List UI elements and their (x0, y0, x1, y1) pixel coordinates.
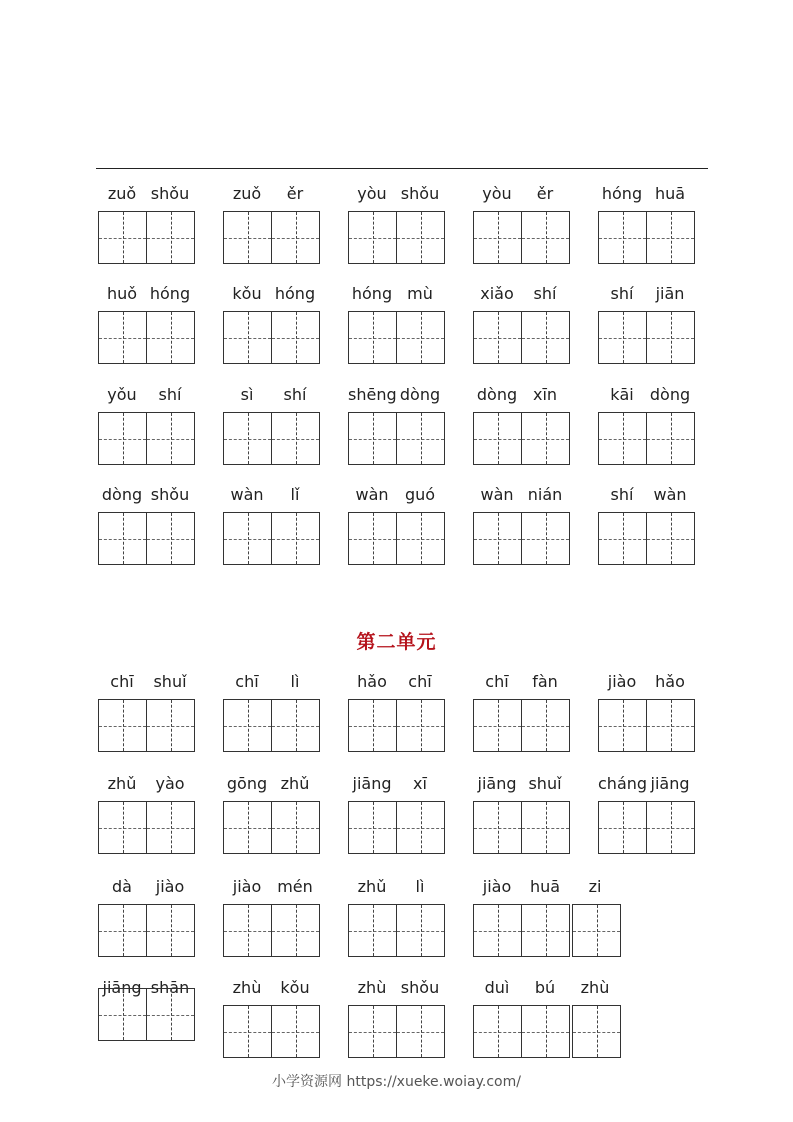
writing-cell[interactable] (473, 211, 522, 264)
writing-cell[interactable] (223, 211, 272, 264)
pinyin-syllable: chī (235, 672, 259, 691)
guide-line-horizontal (99, 338, 146, 339)
pinyin-syllable: hǎo (357, 672, 387, 691)
writing-cell[interactable] (223, 699, 272, 752)
writing-cell[interactable] (397, 211, 445, 264)
tian-zi-ge-grid[interactable] (98, 311, 195, 364)
pinyin-syllable: jiāng (102, 978, 142, 997)
writing-cell[interactable] (348, 512, 397, 565)
writing-cell[interactable] (98, 311, 147, 364)
pinyin-syllable: dòng (101, 485, 143, 504)
guide-line-horizontal (522, 1032, 569, 1033)
pinyin-syllable: hóng (351, 284, 393, 303)
tian-zi-ge-grid[interactable] (98, 512, 195, 565)
guide-line-horizontal (99, 238, 146, 239)
guide-line-horizontal (599, 238, 646, 239)
tian-zi-ge-grid[interactable] (348, 1005, 445, 1058)
pinyin-syllable: lǐ (290, 485, 300, 504)
tian-zi-ge-grid[interactable] (223, 412, 320, 465)
writing-cell[interactable] (522, 801, 570, 854)
pinyin-syllable: shí (610, 284, 634, 303)
pinyin-syllable: gōng (226, 774, 268, 793)
writing-cell[interactable] (348, 211, 397, 264)
tian-zi-ge-grid[interactable] (348, 512, 445, 565)
guide-line-horizontal (397, 439, 444, 440)
guide-line-horizontal (349, 726, 396, 727)
writing-cell[interactable] (98, 988, 147, 1041)
guide-line-horizontal (272, 338, 319, 339)
pinyin-syllable: cháng (598, 774, 648, 793)
writing-cell[interactable] (598, 699, 647, 752)
pinyin-syllable: yòu (357, 184, 387, 203)
writing-cell[interactable] (223, 311, 272, 364)
footer-watermark: 小学资源网 https://xueke.woiay.com/ (272, 1074, 521, 1090)
guide-line-horizontal (272, 539, 319, 540)
writing-cell[interactable] (98, 512, 147, 565)
guide-line-horizontal (272, 726, 319, 727)
writing-cell[interactable] (647, 311, 695, 364)
guide-line-horizontal (599, 539, 646, 540)
writing-cell[interactable] (598, 211, 647, 264)
guide-line-horizontal (522, 931, 569, 932)
pinyin-syllable: chī (110, 672, 134, 691)
pinyin-syllable: yòu (482, 184, 512, 203)
pinyin-syllable: shān (150, 978, 190, 997)
pinyin-syllable: shí (158, 385, 182, 404)
guide-line-horizontal (474, 931, 521, 932)
writing-cell[interactable] (348, 311, 397, 364)
pinyin-syllable: zhǔ (280, 774, 310, 793)
writing-cell[interactable] (598, 412, 647, 465)
guide-line-horizontal (99, 828, 146, 829)
writing-cell[interactable] (348, 1005, 397, 1058)
pinyin-syllable: sì (240, 385, 254, 404)
pinyin-syllable: jiào (155, 877, 185, 896)
pinyin-syllable: shǒu (150, 184, 190, 203)
header-rule (96, 168, 708, 169)
guide-line-horizontal (474, 726, 521, 727)
pinyin-syllable: hóng (274, 284, 316, 303)
guide-line-horizontal (397, 1032, 444, 1033)
pinyin-syllable: shí (610, 485, 634, 504)
writing-cell[interactable] (147, 211, 195, 264)
guide-line-horizontal (522, 338, 569, 339)
pinyin-syllable: shuǐ (528, 774, 562, 793)
tian-zi-ge-grid[interactable] (473, 1005, 621, 1058)
pinyin-syllable: xī (413, 774, 427, 793)
guide-line-horizontal (522, 539, 569, 540)
tian-zi-ge-grid[interactable] (223, 1005, 320, 1058)
tian-zi-ge-grid[interactable] (223, 801, 320, 854)
guide-line-horizontal (99, 1015, 146, 1016)
pinyin-syllable: duì (484, 978, 510, 997)
pinyin-syllable: shí (533, 284, 557, 303)
tian-zi-ge-grid[interactable] (223, 699, 320, 752)
pinyin-syllable: huā (654, 184, 686, 203)
pinyin-syllable: jiāng (352, 774, 392, 793)
pinyin-syllable: dòng (649, 385, 691, 404)
guide-line-horizontal (647, 539, 694, 540)
writing-cell[interactable] (223, 904, 272, 957)
guide-line-horizontal (647, 726, 694, 727)
pinyin-syllable: shǒu (150, 485, 190, 504)
pinyin-syllable: yào (155, 774, 185, 793)
guide-line-horizontal (522, 828, 569, 829)
pinyin-syllable: jiào (482, 877, 512, 896)
pinyin-syllable: jiāng (477, 774, 517, 793)
pinyin-syllable: bú (534, 978, 556, 997)
pinyin-syllable: jiào (232, 877, 262, 896)
pinyin-syllable: xiǎo (480, 284, 514, 303)
writing-cell[interactable] (98, 699, 147, 752)
guide-line-horizontal (474, 238, 521, 239)
guide-line-horizontal (397, 726, 444, 727)
pinyin-syllable: zhǔ (357, 877, 387, 896)
pinyin-syllable: chī (408, 672, 432, 691)
writing-cell[interactable] (473, 801, 522, 854)
tian-zi-ge-grid[interactable] (473, 412, 570, 465)
pinyin-syllable: shí (283, 385, 307, 404)
tian-zi-ge-grid[interactable] (348, 699, 445, 752)
guide-line-horizontal (349, 338, 396, 339)
guide-line-horizontal (272, 828, 319, 829)
writing-cell[interactable] (522, 412, 570, 465)
guide-line-horizontal (272, 238, 319, 239)
pinyin-syllable: ěr (286, 184, 304, 203)
writing-cell[interactable] (98, 904, 147, 957)
writing-cell[interactable] (647, 211, 695, 264)
writing-cell[interactable] (147, 699, 195, 752)
guide-line-horizontal (474, 828, 521, 829)
tian-zi-ge-grid[interactable] (348, 311, 445, 364)
pinyin-syllable: shǒu (400, 978, 440, 997)
guide-line-horizontal (224, 828, 271, 829)
guide-line-horizontal (224, 238, 271, 239)
pinyin-syllable: mén (277, 877, 313, 896)
guide-line-horizontal (397, 338, 444, 339)
pinyin-syllable: xīn (532, 385, 558, 404)
writing-cell[interactable] (473, 904, 522, 957)
pinyin-syllable: wàn (480, 485, 514, 504)
guide-line-horizontal (599, 338, 646, 339)
tian-zi-ge-grid[interactable] (473, 211, 570, 264)
guide-line-horizontal (272, 439, 319, 440)
writing-cell[interactable] (473, 1005, 522, 1058)
guide-line-horizontal (474, 539, 521, 540)
writing-cell[interactable] (647, 801, 695, 854)
writing-cell[interactable] (397, 801, 445, 854)
writing-cell[interactable] (147, 512, 195, 565)
writing-cell[interactable] (522, 1005, 570, 1058)
writing-cell[interactable] (348, 699, 397, 752)
tian-zi-ge-grid[interactable] (348, 211, 445, 264)
pinyin-syllable: kāi (610, 385, 634, 404)
pinyin-syllable: wàn (355, 485, 389, 504)
pinyin-syllable: jiào (607, 672, 637, 691)
tian-zi-ge-grid[interactable] (98, 904, 195, 957)
writing-cell[interactable] (647, 699, 695, 752)
tian-zi-ge-grid[interactable] (473, 904, 621, 957)
guide-line-horizontal (224, 726, 271, 727)
tian-zi-ge-grid[interactable] (348, 801, 445, 854)
guide-line-horizontal (349, 238, 396, 239)
tian-zi-ge-grid[interactable] (598, 412, 695, 465)
pinyin-syllable: dòng (476, 385, 518, 404)
guide-line-horizontal (599, 828, 646, 829)
guide-line-horizontal (349, 1032, 396, 1033)
tian-zi-ge-grid[interactable] (98, 412, 195, 465)
guide-line-horizontal (397, 238, 444, 239)
writing-cell[interactable] (473, 512, 522, 565)
pinyin-syllable: wàn (653, 485, 687, 504)
writing-cell[interactable] (348, 904, 397, 957)
guide-line-horizontal (397, 931, 444, 932)
pinyin-syllable: shǒu (400, 184, 440, 203)
writing-cell[interactable] (272, 801, 320, 854)
pinyin-syllable: zuǒ (232, 184, 262, 203)
pinyin-syllable: zhǔ (107, 774, 137, 793)
pinyin-syllable: zhù (357, 978, 387, 997)
pinyin-syllable: huā (529, 877, 561, 896)
pinyin-syllable: yǒu (107, 385, 137, 404)
writing-cell[interactable] (397, 904, 445, 957)
pinyin-syllable: dà (112, 877, 132, 896)
guide-line-horizontal (147, 439, 194, 440)
guide-line-horizontal (147, 238, 194, 239)
guide-line-horizontal (474, 338, 521, 339)
writing-cell[interactable] (98, 211, 147, 264)
writing-cell[interactable] (272, 904, 320, 957)
writing-cell[interactable] (397, 311, 445, 364)
guide-line-horizontal (99, 726, 146, 727)
writing-cell[interactable] (598, 512, 647, 565)
writing-cell[interactable] (272, 311, 320, 364)
writing-cell[interactable] (147, 904, 195, 957)
writing-cell[interactable] (397, 699, 445, 752)
pinyin-syllable: zhù (232, 978, 262, 997)
tian-zi-ge-grid[interactable] (348, 412, 445, 465)
tian-zi-ge-grid[interactable] (223, 311, 320, 364)
writing-cell[interactable] (272, 412, 320, 465)
guide-line-horizontal (224, 1032, 271, 1033)
guide-line-horizontal (522, 238, 569, 239)
guide-line-horizontal (474, 1032, 521, 1033)
writing-cell[interactable] (522, 904, 570, 957)
pinyin-syllable: mù (407, 284, 433, 303)
pinyin-syllable: guó (404, 485, 436, 504)
writing-cell[interactable] (272, 699, 320, 752)
guide-line-horizontal (224, 539, 271, 540)
tian-zi-ge-grid[interactable] (98, 988, 195, 1041)
pinyin-syllable: jiāng (650, 774, 690, 793)
guide-line-horizontal (474, 439, 521, 440)
writing-cell[interactable] (647, 412, 695, 465)
pinyin-syllable: kǒu (232, 284, 262, 303)
pinyin-syllable: hǎo (655, 672, 685, 691)
writing-cell[interactable] (397, 412, 445, 465)
guide-line-horizontal (147, 931, 194, 932)
guide-line-horizontal (647, 439, 694, 440)
guide-line-horizontal (397, 828, 444, 829)
tian-zi-ge-grid[interactable] (598, 512, 695, 565)
guide-line-horizontal (573, 1032, 620, 1033)
guide-line-horizontal (99, 439, 146, 440)
writing-cell[interactable] (272, 1005, 320, 1058)
writing-cell[interactable] (348, 801, 397, 854)
tian-zi-ge-grid[interactable] (98, 211, 195, 264)
writing-cell[interactable] (223, 412, 272, 465)
writing-cell[interactable] (272, 211, 320, 264)
writing-cell[interactable] (473, 412, 522, 465)
guide-line-horizontal (147, 1015, 194, 1016)
writing-cell[interactable] (223, 801, 272, 854)
pinyin-syllable: jiān (655, 284, 685, 303)
writing-cell[interactable] (223, 512, 272, 565)
guide-line-horizontal (272, 931, 319, 932)
guide-line-horizontal (647, 338, 694, 339)
writing-cell[interactable] (598, 801, 647, 854)
guide-line-horizontal (573, 931, 620, 932)
writing-cell[interactable] (473, 699, 522, 752)
section-title-unit-2: 第二单元 (356, 631, 437, 653)
pinyin-syllable: kǒu (280, 978, 310, 997)
pinyin-syllable: zuǒ (107, 184, 137, 203)
pinyin-syllable: lì (415, 877, 425, 896)
pinyin-syllable: dòng (399, 385, 441, 404)
writing-cell[interactable] (98, 412, 147, 465)
pinyin-syllable: shēng (348, 385, 397, 404)
pinyin-syllable: lì (290, 672, 300, 691)
pinyin-syllable: ěr (536, 184, 554, 203)
writing-cell[interactable] (598, 311, 647, 364)
writing-cell[interactable] (522, 211, 570, 264)
tian-zi-ge-grid[interactable] (473, 512, 570, 565)
guide-line-horizontal (147, 338, 194, 339)
guide-line-horizontal (224, 439, 271, 440)
pinyin-syllable: shuǐ (153, 672, 187, 691)
writing-cell[interactable] (147, 801, 195, 854)
writing-cell[interactable] (522, 699, 570, 752)
tian-zi-ge-grid[interactable] (473, 311, 570, 364)
guide-line-horizontal (522, 439, 569, 440)
guide-line-horizontal (522, 726, 569, 727)
guide-line-horizontal (224, 338, 271, 339)
writing-cell[interactable] (98, 801, 147, 854)
pinyin-syllable: hóng (601, 184, 643, 203)
guide-line-horizontal (647, 828, 694, 829)
guide-line-horizontal (224, 931, 271, 932)
writing-cell[interactable] (147, 988, 195, 1041)
pinyin-syllable: fàn (532, 672, 558, 691)
writing-cell[interactable] (272, 512, 320, 565)
tian-zi-ge-grid[interactable] (598, 211, 695, 264)
pinyin-syllable: hóng (149, 284, 191, 303)
guide-line-horizontal (599, 439, 646, 440)
guide-line-horizontal (397, 539, 444, 540)
guide-line-horizontal (147, 539, 194, 540)
guide-line-horizontal (147, 726, 194, 727)
guide-line-horizontal (147, 828, 194, 829)
guide-line-horizontal (99, 539, 146, 540)
guide-line-horizontal (349, 439, 396, 440)
guide-line-horizontal (349, 931, 396, 932)
pinyin-syllable: zhù (580, 978, 610, 997)
writing-cell[interactable] (397, 512, 445, 565)
writing-cell[interactable] (522, 311, 570, 364)
tian-zi-ge-grid[interactable] (98, 801, 195, 854)
guide-line-horizontal (349, 539, 396, 540)
pinyin-syllable: chī (485, 672, 509, 691)
tian-zi-ge-grid[interactable] (598, 311, 695, 364)
guide-line-horizontal (99, 931, 146, 932)
tian-zi-ge-grid[interactable] (98, 699, 195, 752)
tian-zi-ge-grid[interactable] (598, 801, 695, 854)
tian-zi-ge-grid[interactable] (473, 699, 570, 752)
writing-cell[interactable] (397, 1005, 445, 1058)
guide-line-horizontal (599, 726, 646, 727)
pinyin-syllable: huǒ (106, 284, 138, 303)
pinyin-syllable: wàn (230, 485, 264, 504)
writing-cell[interactable] (147, 412, 195, 465)
writing-cell[interactable] (522, 512, 570, 565)
writing-cell[interactable] (473, 311, 522, 364)
writing-cell[interactable] (647, 512, 695, 565)
writing-cell[interactable] (223, 1005, 272, 1058)
tian-zi-ge-grid[interactable] (223, 512, 320, 565)
tian-zi-ge-grid[interactable] (473, 801, 570, 854)
guide-line-horizontal (349, 828, 396, 829)
tian-zi-ge-grid[interactable] (223, 211, 320, 264)
writing-cell[interactable] (348, 412, 397, 465)
pinyin-syllable: zi (588, 877, 602, 896)
tian-zi-ge-grid[interactable] (598, 699, 695, 752)
tian-zi-ge-grid[interactable] (223, 904, 320, 957)
writing-cell[interactable] (147, 311, 195, 364)
pinyin-syllable: nián (527, 485, 563, 504)
writing-cell[interactable] (572, 904, 621, 957)
guide-line-horizontal (272, 1032, 319, 1033)
tian-zi-ge-grid[interactable] (348, 904, 445, 957)
writing-cell[interactable] (572, 1005, 621, 1058)
guide-line-horizontal (647, 238, 694, 239)
